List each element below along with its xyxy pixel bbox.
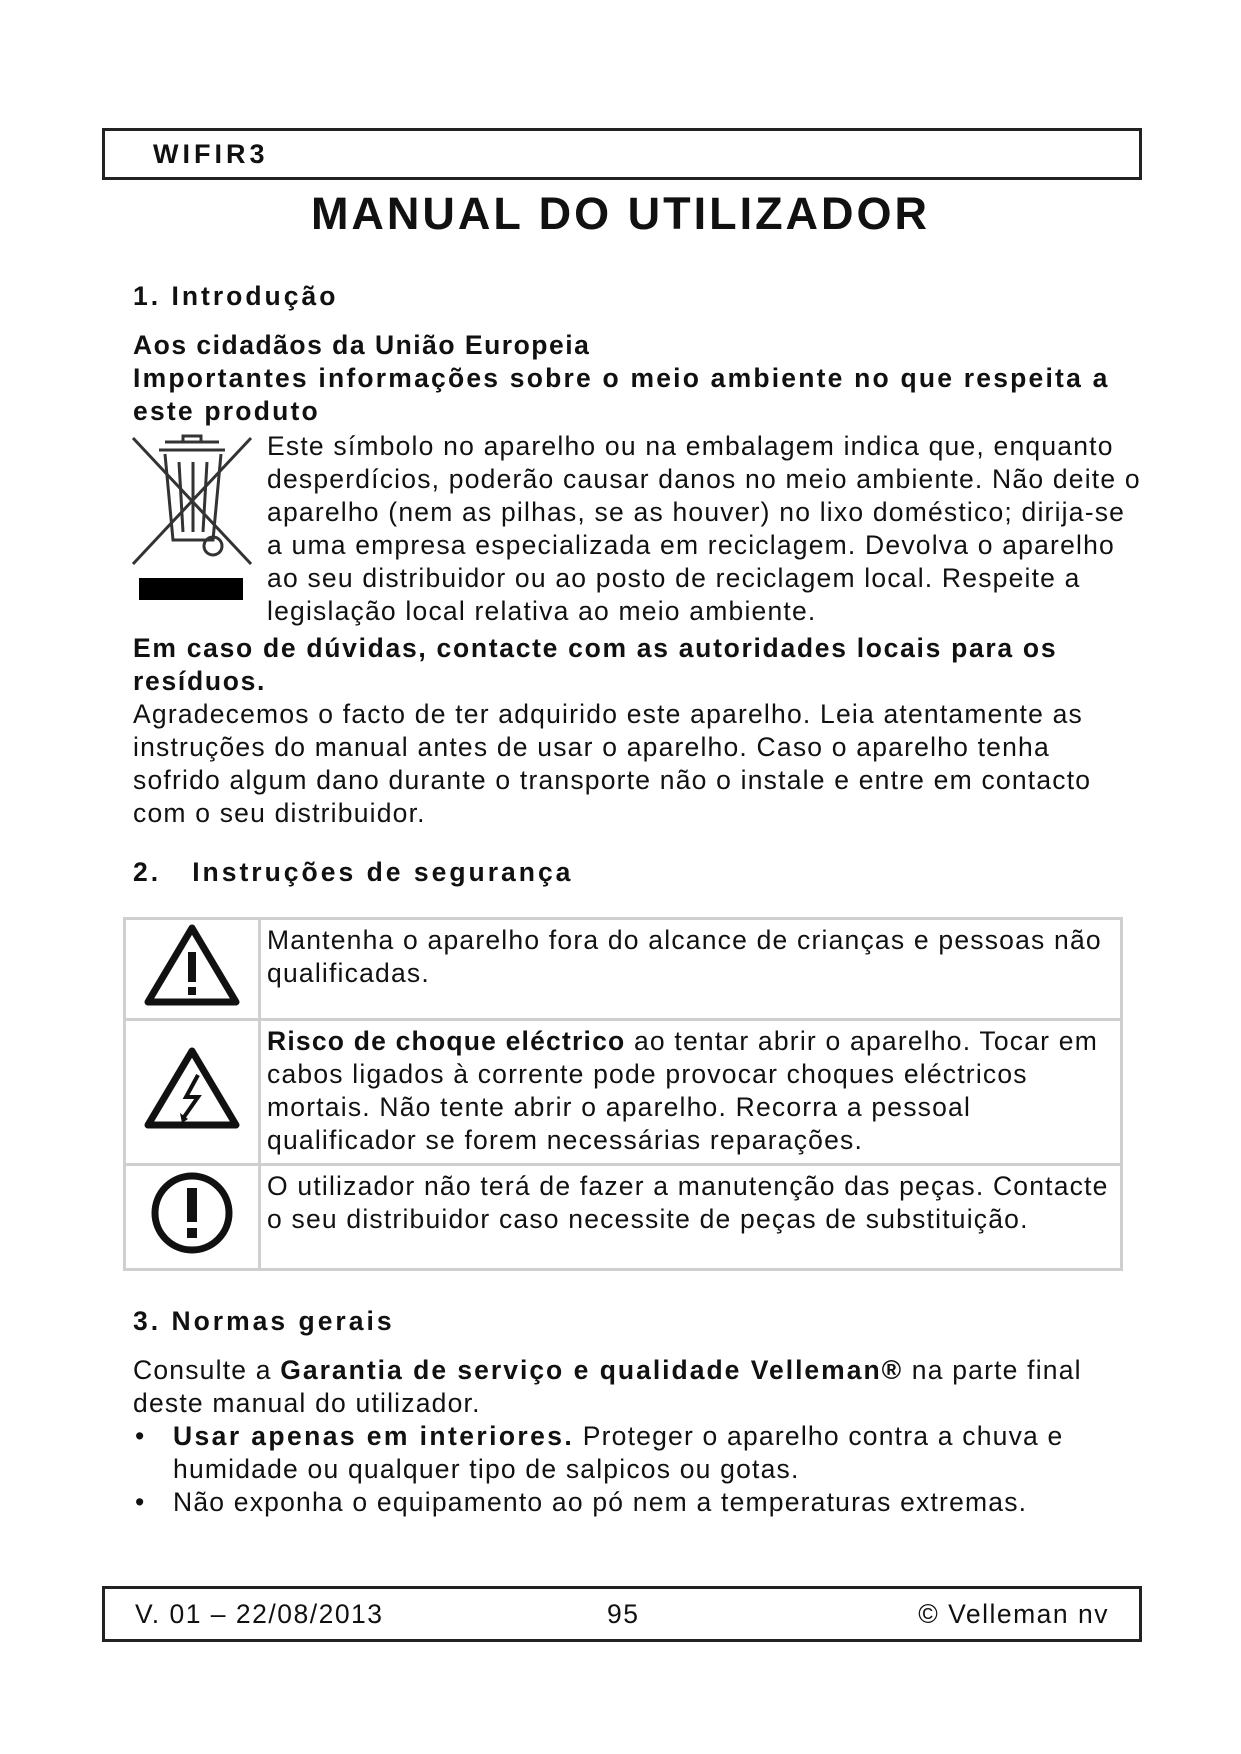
- exclamation-circle-icon: [149, 1170, 235, 1256]
- bullet-icon: •: [135, 1421, 146, 1451]
- list-item: [133, 1486, 1143, 1519]
- footer-version: V. 01 – 22/08/2013: [135, 1599, 384, 1629]
- page-title: MANUAL DO UTILIZADOR: [310, 188, 931, 239]
- doubts-note: Em caso de dúvidas, contacte com as autoridades locais para os resíduos.: [133, 633, 1058, 696]
- list-item-bold: Usar apenas em interiores.: [173, 1421, 575, 1451]
- general-rules-list: [133, 1420, 1143, 1519]
- safety-row: [125, 1020, 1122, 1165]
- weee-block: [133, 430, 1143, 628]
- weee-text: Este símbolo no aparelho ou na embalagem indica que, enquanto desperdícios, poderão causar danos no meio ambiente. Não deite o aparelho (nem as pilhas, se as houver) no lixo doméstico; dirija-se a uma empresa especializada em reciclagem. Devolva o aparelho ao seu distribuidor ou ao posto de reciclagem local. Respeite a legislação local relativa ao meio ambiente.: [267, 431, 1141, 626]
- section-heading-safety: 2. Instruções de segurança: [133, 857, 574, 887]
- safety-row: [125, 1165, 1122, 1270]
- list-item: [133, 1420, 1143, 1486]
- safety-icon-cell: [125, 1165, 260, 1270]
- list-item-text: Proteger o aparelho contra a chuva e humidade ou qualquer tipo de salpicos ou gotas.: [173, 1421, 1064, 1484]
- safety-row: [125, 919, 1122, 1020]
- footer-box: [102, 1586, 1142, 1642]
- subheading-eu-citizens: Aos cidadãos da União Europeia: [133, 330, 591, 360]
- header-box: [102, 128, 1142, 180]
- weee-bin-icon: [127, 432, 257, 607]
- bullet-icon: •: [135, 1487, 146, 1517]
- content: [133, 280, 1143, 1519]
- general-intro: [133, 1354, 1143, 1420]
- safety-icon-cell: [125, 919, 260, 1020]
- subheading-environment: Importantes informações sobre o meio ambiente no que respeita a este produto: [133, 363, 1110, 426]
- shock-risk-label: Risco de choque eléctrico: [267, 1026, 626, 1056]
- safety-text-children: Mantenha o aparelho fora do alcance de crianças e pessoas não qualificadas.: [267, 925, 1102, 988]
- safety-text-maintenance: O utilizador não terá de fazer a manutenção das peças. Contacte o seu distribuidor caso necessite de peças de substituição.: [267, 1171, 1109, 1234]
- footer-copyright: © Velleman nv: [918, 1599, 1109, 1629]
- model-name: WIFIR3: [153, 139, 269, 169]
- general-intro-post: na parte final deste manual do utilizador.: [133, 1355, 1082, 1418]
- section-heading-general: 3. Normas gerais: [133, 1306, 395, 1336]
- section-heading-intro: 1. Introdução: [133, 281, 339, 311]
- general-intro-pre: Consulte a: [133, 1355, 281, 1385]
- safety-table: [123, 917, 1123, 1271]
- safety-text-shock: ao tentar abrir o aparelho. Tocar em cabos ligados à corrente pode provocar choques eléctricos mortais. Não tente abrir o aparelho. Recorra a pessoal qualificador se forem necessárias reparações.: [267, 1026, 1098, 1155]
- list-item-text: Não exponha o equipamento ao pó nem a temperaturas extremas.: [173, 1487, 1028, 1517]
- thanks-paragraph: Agradecemos o facto de ter adquirido este aparelho. Leia atentamente as instruções do manual antes de usar o aparelho. Caso o aparelho tenha sofrido algum dano durante o transporte não o instale e entre em contacto com o seu distribuidor.: [133, 699, 1092, 828]
- electric-shock-icon: [144, 1047, 240, 1129]
- footer-page-number: 95: [607, 1599, 640, 1629]
- safety-text-cell: [260, 1020, 1122, 1165]
- safety-text-cell: [260, 919, 1122, 1020]
- safety-icon-cell: [125, 1020, 260, 1165]
- warranty-link-text: Garantia de serviço e qualidade Velleman®: [280, 1355, 904, 1385]
- warning-triangle-icon: [144, 924, 240, 1006]
- safety-text-cell: [260, 1165, 1122, 1270]
